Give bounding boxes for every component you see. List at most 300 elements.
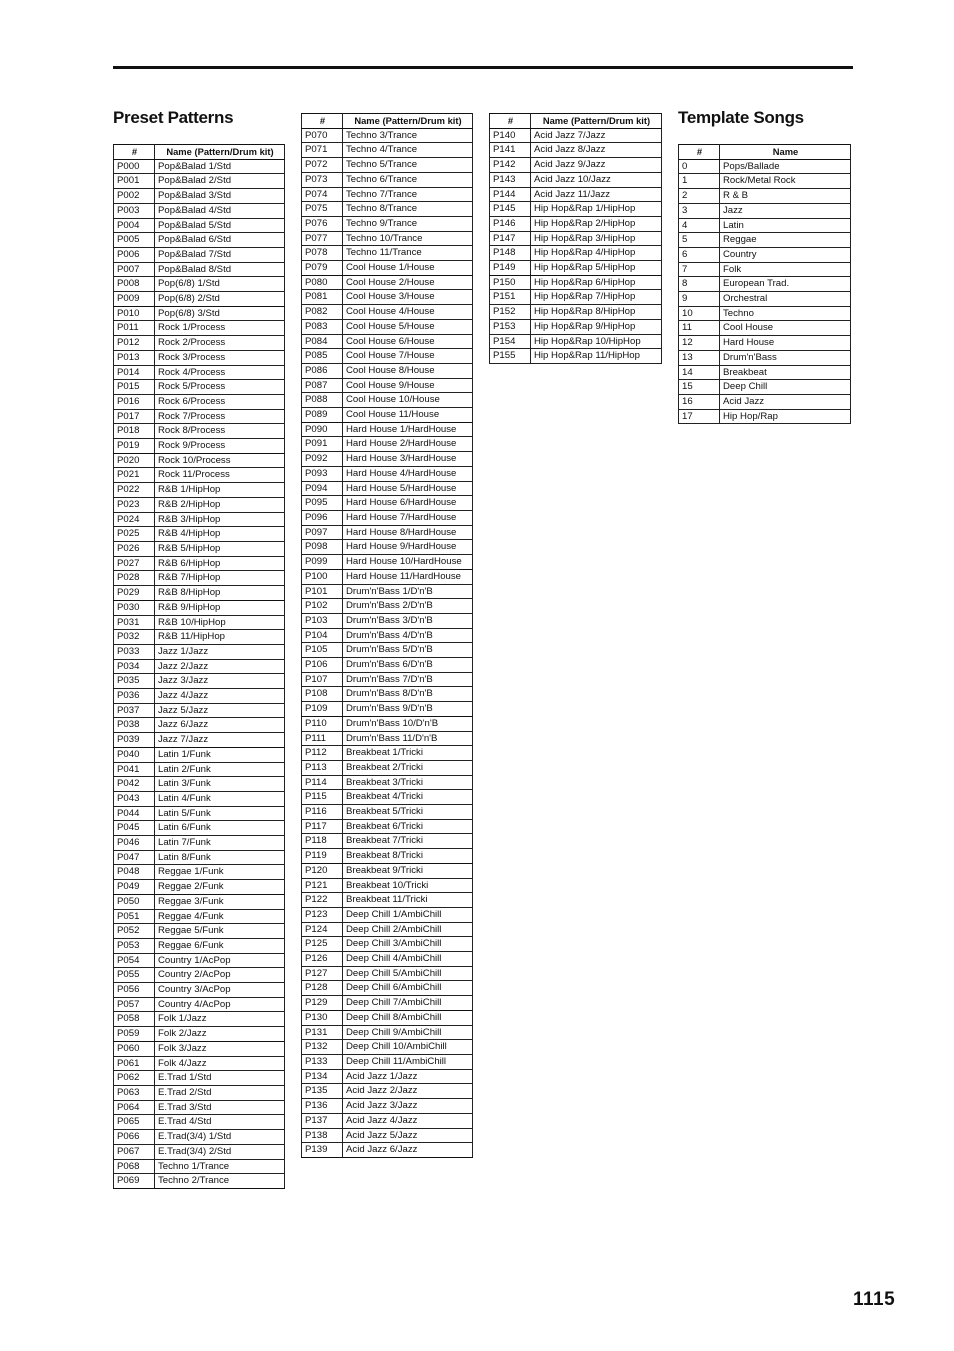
table-row	[679, 247, 851, 262]
table-row	[490, 128, 662, 143]
table-row	[679, 203, 851, 218]
row-number: P035	[114, 674, 155, 689]
row-number: P059	[114, 1027, 155, 1042]
row-name: Breakbeat 6/Tricki	[343, 819, 473, 834]
table-row	[302, 143, 473, 158]
row-name: Hard House	[720, 336, 851, 351]
row-name: Latin 8/Funk	[155, 850, 285, 865]
table-row	[679, 277, 851, 292]
row-name: Deep Chill 11/AmbiChill	[343, 1055, 473, 1070]
row-name: Pop&Balad 3/Std	[155, 189, 285, 204]
table-row	[302, 569, 473, 584]
row-name: Jazz	[720, 203, 851, 218]
row-name: Techno 2/Trance	[155, 1174, 285, 1189]
row-number: 8	[679, 277, 720, 292]
table-row	[114, 968, 285, 983]
row-number: P034	[114, 659, 155, 674]
row-name: Hard House 11/HardHouse	[343, 569, 473, 584]
row-number: P000	[114, 159, 155, 174]
column-header-number: #	[302, 114, 343, 129]
row-name: Techno 5/Trance	[343, 158, 473, 173]
row-name: Hip Hop&Rap 7/HipHop	[531, 290, 662, 305]
row-name: Cool House 8/House	[343, 363, 473, 378]
row-number: P104	[302, 628, 343, 643]
row-number: P119	[302, 849, 343, 864]
table-row	[302, 1069, 473, 1084]
table-row	[302, 466, 473, 481]
row-number: 14	[679, 365, 720, 380]
row-number: P086	[302, 363, 343, 378]
row-name: Techno 8/Trance	[343, 202, 473, 217]
row-name: Rock 3/Process	[155, 350, 285, 365]
row-name: Country	[720, 247, 851, 262]
row-number: P111	[302, 731, 343, 746]
table-row	[490, 187, 662, 202]
table-row	[114, 1027, 285, 1042]
row-name: Cool House 7/House	[343, 349, 473, 364]
table-row	[302, 819, 473, 834]
row-name: Pop&Balad 1/Std	[155, 159, 285, 174]
table-row	[114, 674, 285, 689]
table-row	[114, 924, 285, 939]
table-row	[302, 305, 473, 320]
column-header-name: Name (Pattern/Drum kit)	[531, 114, 662, 129]
table-row	[302, 172, 473, 187]
table-header-row	[679, 145, 851, 160]
row-name: Cool House 2/House	[343, 275, 473, 290]
table-row	[490, 246, 662, 261]
row-number: P003	[114, 203, 155, 218]
row-name: Deep Chill 10/AmbiChill	[343, 1040, 473, 1055]
row-number: P032	[114, 630, 155, 645]
table-row	[679, 174, 851, 189]
row-number: 16	[679, 394, 720, 409]
table-row	[114, 806, 285, 821]
row-name: Hip Hop&Rap 8/HipHop	[531, 305, 662, 320]
table-row	[114, 409, 285, 424]
row-number: 0	[679, 159, 720, 174]
table-row	[302, 510, 473, 525]
table-row	[114, 865, 285, 880]
row-number: P136	[302, 1099, 343, 1114]
table-row	[302, 1040, 473, 1055]
table-row	[114, 630, 285, 645]
row-name: Acid Jazz 3/Jazz	[343, 1099, 473, 1114]
row-number: P050	[114, 894, 155, 909]
row-number: P044	[114, 806, 155, 821]
row-number: P139	[302, 1143, 343, 1158]
table-row	[114, 718, 285, 733]
row-number: P070	[302, 128, 343, 143]
row-number: P130	[302, 1010, 343, 1025]
row-number: P078	[302, 246, 343, 261]
row-name: Drum'n'Bass 11/D'n'B	[343, 731, 473, 746]
row-name: Rock 4/Process	[155, 365, 285, 380]
row-name: Breakbeat 2/Tricki	[343, 760, 473, 775]
table-row	[490, 158, 662, 173]
row-name: Hard House 7/HardHouse	[343, 510, 473, 525]
table-row	[679, 306, 851, 321]
table-row	[302, 422, 473, 437]
row-number: P141	[490, 143, 531, 158]
table-row	[302, 1143, 473, 1158]
table-row	[114, 203, 285, 218]
table-row	[302, 790, 473, 805]
row-name: Hip Hop&Rap 6/HipHop	[531, 275, 662, 290]
table-row	[114, 894, 285, 909]
row-name: Acid Jazz 7/Jazz	[531, 128, 662, 143]
row-number: P008	[114, 277, 155, 292]
row-number: P076	[302, 216, 343, 231]
row-number: 13	[679, 350, 720, 365]
row-number: P140	[490, 128, 531, 143]
preset-patterns-table-1	[113, 144, 285, 1189]
row-number: P117	[302, 819, 343, 834]
row-name: Reggae 1/Funk	[155, 865, 285, 880]
table-row	[679, 292, 851, 307]
table-row	[114, 762, 285, 777]
row-name: Country 4/AcPop	[155, 997, 285, 1012]
row-name: Acid Jazz 10/Jazz	[531, 172, 662, 187]
row-number: P065	[114, 1115, 155, 1130]
table-row	[114, 233, 285, 248]
row-name: Breakbeat 5/Tricki	[343, 805, 473, 820]
row-name: R&B 1/HipHop	[155, 483, 285, 498]
row-number: P025	[114, 527, 155, 542]
table-row	[302, 628, 473, 643]
row-number: P039	[114, 733, 155, 748]
row-number: P069	[114, 1174, 155, 1189]
table-row	[302, 658, 473, 673]
table-row	[302, 1084, 473, 1099]
table-row	[114, 174, 285, 189]
row-number: P017	[114, 409, 155, 424]
column-header-name: Name (Pattern/Drum kit)	[155, 145, 285, 160]
row-name: E.Trad(3/4) 2/Std	[155, 1144, 285, 1159]
row-name: Drum'n'Bass 10/D'n'B	[343, 716, 473, 731]
row-number: P127	[302, 966, 343, 981]
row-number: 11	[679, 321, 720, 336]
table-row	[114, 468, 285, 483]
table-row	[114, 247, 285, 262]
table-row	[302, 158, 473, 173]
row-number: P081	[302, 290, 343, 305]
table-row	[302, 746, 473, 761]
table-row	[302, 202, 473, 217]
table-row	[302, 731, 473, 746]
row-number: P151	[490, 290, 531, 305]
table-row	[302, 672, 473, 687]
row-number: P041	[114, 762, 155, 777]
row-name: Rock 8/Process	[155, 424, 285, 439]
row-number: P126	[302, 952, 343, 967]
table-row	[679, 262, 851, 277]
row-name: Hip Hop&Rap 3/HipHop	[531, 231, 662, 246]
row-name: Deep Chill 4/AmbiChill	[343, 952, 473, 967]
row-name: Hard House 6/HardHouse	[343, 496, 473, 511]
row-number: P148	[490, 246, 531, 261]
row-name: Reggae 5/Funk	[155, 924, 285, 939]
table-row	[114, 1071, 285, 1086]
row-name: Cool House 11/House	[343, 408, 473, 423]
row-name: Cool House 3/House	[343, 290, 473, 305]
row-number: P071	[302, 143, 343, 158]
row-number: P123	[302, 907, 343, 922]
top-rule	[113, 66, 853, 69]
row-name: Folk 1/Jazz	[155, 1012, 285, 1027]
page-number: 1115	[853, 1289, 896, 1310]
row-name: Acid Jazz 9/Jazz	[531, 158, 662, 173]
row-name: Pop&Balad 4/Std	[155, 203, 285, 218]
row-name: Cool House 4/House	[343, 305, 473, 320]
table-row	[302, 349, 473, 364]
row-name: Drum'n'Bass 6/D'n'B	[343, 658, 473, 673]
table-row	[302, 128, 473, 143]
row-name: Hip Hop&Rap 5/HipHop	[531, 261, 662, 276]
row-number: P120	[302, 863, 343, 878]
table-row	[302, 863, 473, 878]
template-songs-table	[678, 144, 851, 424]
row-number: P100	[302, 569, 343, 584]
table-row	[114, 880, 285, 895]
table-row	[490, 216, 662, 231]
table-row	[302, 716, 473, 731]
table-row	[490, 319, 662, 334]
row-name: R&B 8/HipHop	[155, 586, 285, 601]
row-number: P047	[114, 850, 155, 865]
row-number: P096	[302, 510, 343, 525]
row-number: P004	[114, 218, 155, 233]
table-row	[302, 996, 473, 1011]
table-row	[114, 512, 285, 527]
row-name: Hard House 4/HardHouse	[343, 466, 473, 481]
row-number: P022	[114, 483, 155, 498]
row-number: P040	[114, 747, 155, 762]
row-number: P097	[302, 525, 343, 540]
row-number: P115	[302, 790, 343, 805]
row-number: P029	[114, 586, 155, 601]
row-number: P066	[114, 1130, 155, 1145]
row-name: R&B 10/HipHop	[155, 615, 285, 630]
row-name: Deep Chill	[720, 380, 851, 395]
row-name: Hip Hop&Rap 10/HipHop	[531, 334, 662, 349]
row-number: P026	[114, 541, 155, 556]
row-number: P010	[114, 306, 155, 321]
row-name: Cool House 9/House	[343, 378, 473, 393]
table-row	[302, 319, 473, 334]
preset-patterns-table-2	[301, 113, 473, 1158]
row-number: P053	[114, 938, 155, 953]
row-number: P116	[302, 805, 343, 820]
row-name: R & B	[720, 189, 851, 204]
row-name: Hip Hop/Rap	[720, 409, 851, 424]
row-name: Drum'n'Bass 1/D'n'B	[343, 584, 473, 599]
table-row	[302, 584, 473, 599]
row-name: Jazz 2/Jazz	[155, 659, 285, 674]
row-number: 9	[679, 292, 720, 307]
table-row	[490, 172, 662, 187]
column-header-name: Name (Pattern/Drum kit)	[343, 114, 473, 129]
row-number: P042	[114, 777, 155, 792]
row-number: P023	[114, 497, 155, 512]
row-number: P154	[490, 334, 531, 349]
table-row	[302, 775, 473, 790]
row-name: R&B 7/HipHop	[155, 571, 285, 586]
row-number: 2	[679, 189, 720, 204]
row-number: P063	[114, 1086, 155, 1101]
table-row	[679, 233, 851, 248]
table-row	[679, 218, 851, 233]
row-name: Pops/Ballade	[720, 159, 851, 174]
row-name: Cool House 1/House	[343, 261, 473, 276]
row-number: P089	[302, 408, 343, 423]
row-name: Techno 1/Trance	[155, 1159, 285, 1174]
row-name: Rock 1/Process	[155, 321, 285, 336]
row-name: Drum'n'Bass 3/D'n'B	[343, 613, 473, 628]
table-row	[114, 1012, 285, 1027]
row-name: Deep Chill 8/AmbiChill	[343, 1010, 473, 1025]
row-name: R&B 11/HipHop	[155, 630, 285, 645]
row-number: P037	[114, 703, 155, 718]
row-name: Latin 4/Funk	[155, 791, 285, 806]
table-row	[302, 378, 473, 393]
row-name: Breakbeat 3/Tricki	[343, 775, 473, 790]
row-name: Folk 4/Jazz	[155, 1056, 285, 1071]
table-row	[114, 1159, 285, 1174]
table-row	[490, 143, 662, 158]
table-row	[679, 336, 851, 351]
row-number: P090	[302, 422, 343, 437]
row-name: Hard House 1/HardHouse	[343, 422, 473, 437]
table-row	[114, 1086, 285, 1101]
row-number: P056	[114, 983, 155, 998]
row-name: Jazz 3/Jazz	[155, 674, 285, 689]
row-number: P057	[114, 997, 155, 1012]
row-number: P099	[302, 555, 343, 570]
row-number: P016	[114, 394, 155, 409]
table-row	[114, 556, 285, 571]
row-number: P155	[490, 349, 531, 364]
table-row	[114, 218, 285, 233]
row-name: Latin 6/Funk	[155, 821, 285, 836]
row-name: Hip Hop&Rap 11/HipHop	[531, 349, 662, 364]
row-number: P132	[302, 1040, 343, 1055]
row-number: P024	[114, 512, 155, 527]
row-number: P108	[302, 687, 343, 702]
row-name: Deep Chill 7/AmbiChill	[343, 996, 473, 1011]
row-number: P137	[302, 1113, 343, 1128]
table-row	[302, 437, 473, 452]
row-number: 12	[679, 336, 720, 351]
row-name: Country 3/AcPop	[155, 983, 285, 998]
row-name: Deep Chill 3/AmbiChill	[343, 937, 473, 952]
row-name: Rock/Metal Rock	[720, 174, 851, 189]
row-name: E.Trad(3/4) 1/Std	[155, 1130, 285, 1145]
row-number: P079	[302, 261, 343, 276]
row-number: P125	[302, 937, 343, 952]
row-name: Folk 3/Jazz	[155, 1041, 285, 1056]
row-number: P036	[114, 689, 155, 704]
row-number: P002	[114, 189, 155, 204]
table-header-row	[114, 145, 285, 160]
row-name: Reggae	[720, 233, 851, 248]
table-row	[302, 231, 473, 246]
table-row	[114, 733, 285, 748]
row-name: Country 1/AcPop	[155, 953, 285, 968]
row-number: P043	[114, 791, 155, 806]
row-name: Cool House 5/House	[343, 319, 473, 334]
table-row	[302, 878, 473, 893]
table-row	[114, 644, 285, 659]
row-number: P107	[302, 672, 343, 687]
row-number: P124	[302, 922, 343, 937]
row-number: P068	[114, 1159, 155, 1174]
row-number: P075	[302, 202, 343, 217]
table-row	[679, 380, 851, 395]
template-songs-heading: Template Songs	[678, 108, 804, 127]
row-name: Hard House 8/HardHouse	[343, 525, 473, 540]
table-row	[114, 791, 285, 806]
row-name: Hip Hop&Rap 1/HipHop	[531, 202, 662, 217]
row-number: P009	[114, 292, 155, 307]
row-name: Drum'n'Bass 4/D'n'B	[343, 628, 473, 643]
row-name: Drum'n'Bass 5/D'n'B	[343, 643, 473, 658]
column-header-number: #	[679, 145, 720, 160]
row-number: P105	[302, 643, 343, 658]
table-row	[302, 922, 473, 937]
row-name: E.Trad 2/Std	[155, 1086, 285, 1101]
table-row	[490, 349, 662, 364]
row-name: Hard House 10/HardHouse	[343, 555, 473, 570]
table-row	[114, 1056, 285, 1071]
row-name: Latin 5/Funk	[155, 806, 285, 821]
row-name: Techno 9/Trance	[343, 216, 473, 231]
table-row	[302, 805, 473, 820]
table-row	[302, 952, 473, 967]
row-number: P011	[114, 321, 155, 336]
row-name: E.Trad 3/Std	[155, 1100, 285, 1115]
row-number: 5	[679, 233, 720, 248]
row-number: P122	[302, 893, 343, 908]
row-number: P052	[114, 924, 155, 939]
row-number: P073	[302, 172, 343, 187]
row-name: Rock 9/Process	[155, 439, 285, 454]
table-row	[114, 336, 285, 351]
table-row	[302, 1010, 473, 1025]
row-number: P021	[114, 468, 155, 483]
table-row	[302, 334, 473, 349]
table-row	[114, 777, 285, 792]
table-row	[302, 613, 473, 628]
row-name: Country 2/AcPop	[155, 968, 285, 983]
row-number: 7	[679, 262, 720, 277]
row-name: Hard House 3/HardHouse	[343, 452, 473, 467]
table-row	[302, 849, 473, 864]
row-name: Latin 3/Funk	[155, 777, 285, 792]
table-row	[302, 408, 473, 423]
row-name: Techno 6/Trance	[343, 172, 473, 187]
table-row	[679, 189, 851, 204]
row-number: P103	[302, 613, 343, 628]
row-name: Latin 1/Funk	[155, 747, 285, 762]
row-number: P048	[114, 865, 155, 880]
row-number: P072	[302, 158, 343, 173]
row-name: Pop&Balad 6/Std	[155, 233, 285, 248]
table-row	[114, 1174, 285, 1189]
row-name: Deep Chill 1/AmbiChill	[343, 907, 473, 922]
table-row	[679, 321, 851, 336]
table-row	[114, 689, 285, 704]
